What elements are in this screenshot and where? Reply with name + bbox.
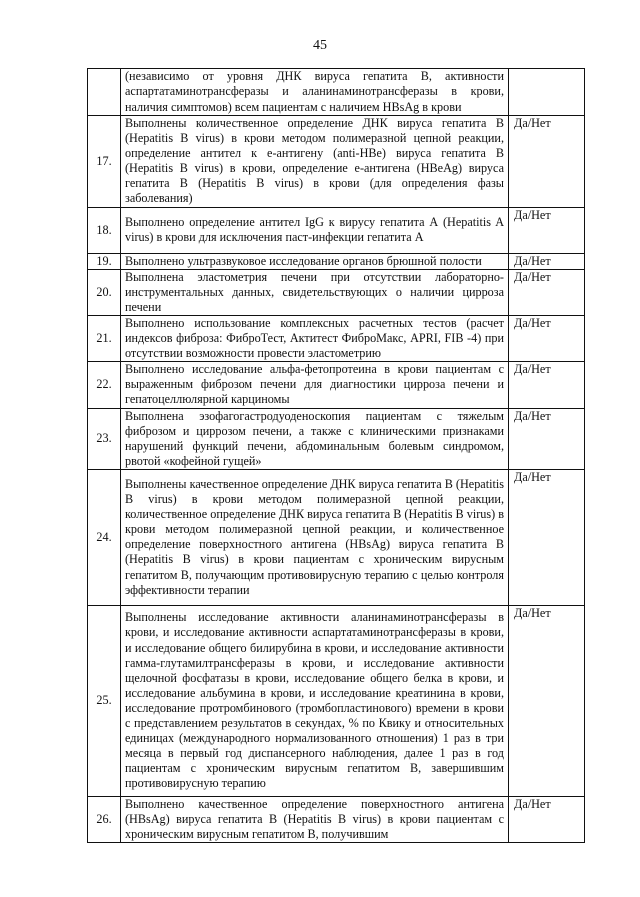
answer-cell: Да/Нет [509,315,585,361]
answer-cell: Да/Нет [509,362,585,408]
row-number: 20. [88,269,121,315]
criterion-text: Выполнена эзофагогастродуоденоскопия пациентам с тяжелым фиброзом и циррозом печени, а также с клиническими признаками нарушений функций печени, абдоминальным болевым синдромом, рвотой «кофейной гущей» [121,408,509,469]
answer-cell: Да/Нет [509,116,585,208]
table-row [88,408,585,469]
table-row [88,69,585,116]
criterion-text: Выполнено ультразвуковое исследование органов брюшной полости [121,253,509,269]
answer-cell: Да/Нет [509,408,585,469]
row-number: 22. [88,362,121,408]
criterion-text: Выполнено определение антител IgG к вирусу гепатита А (Hepatitis A virus) в крови для исключения паст-инфекции гепатита А [121,207,509,253]
answer-cell: Да/Нет [509,469,585,605]
criteria-table [87,68,585,843]
table-row [88,207,585,253]
row-number: 21. [88,315,121,361]
answer-cell: Да/Нет [509,269,585,315]
row-number: 17. [88,116,121,208]
row-number [88,69,121,116]
criterion-text: Выполнено исследование альфа-фетопротеина в крови пациентам с выраженным фиброзом печени для диагностики цирроза печени и гепатоцеллюлярной карциномы [121,362,509,408]
answer-cell: Да/Нет [509,796,585,842]
table-row [88,796,585,842]
criterion-text: Выполнено использование комплексных расчетных тестов (расчет индексов фиброза: ФиброТест, Актитест ФиброМакс, APRI, FIB -4) при отсутствии возможности провести эластометрию [121,315,509,361]
row-number: 23. [88,408,121,469]
table-row [88,269,585,315]
table-row [88,116,585,208]
answer-cell [509,69,585,116]
answer-cell: Да/Нет [509,253,585,269]
criterion-text: Выполнены исследование активности аланинаминотрансферазы в крови, и исследование активности аспартатаминотрансферазы в крови, и исследование общего билирубина в крови, и исследование активности гамма-глутамилтрансферазы в крови, и исследование активности щелочной фосфатазы в крови, исследование общего белка в крови, и исследование альбумина в крови, и исследование креатинина в крови, исследование протромбинового (тромбопластинового) времени в крови с представлением результатов в секундах, % по Квику и относительных единицах (международного нормализованного отношения) 1 раз в три месяца в первый год диспансерного наблюдения, далее 1 раз в год пациентам с хроническим вирусным гепатитом В, завершившим противовирусную терапию [121,605,509,796]
row-number: 24. [88,469,121,605]
answer-cell: Да/Нет [509,605,585,796]
criterion-text: Выполнены количественное определение ДНК вируса гепатита В (Hepatitis B virus) в крови методом полимеразной цепной реакции, определение антител к е-антигену (anti-HBe) вируса гепатита В (Hepatitis B virus) в крови, определение е-антигена (HBeAg) вируса гепатита В (Hepatitis B virus) в крови (для определения фазы заболевания) [121,116,509,208]
table-row [88,315,585,361]
row-number: 18. [88,207,121,253]
table-row [88,605,585,796]
criterion-text: Выполнена эластометрия печени при отсутствии лабораторно-инструментальных данных, свидетельствующих о наличии цирроза печени [121,269,509,315]
criterion-text: Выполнены качественное определение ДНК вируса гепатита В (Hepatitis B virus) в крови методом полимеразной цепной реакции, количественное определение ДНК вируса гепатита В (Hepatitis B virus) в крови методом полимеразной цепной реакции, и количественное определение поверхностного антигена (HBsAg) вируса гепатита В (Hepatitis B virus) в крови пациентам с хроническим вирусным гепатитом В, получающим противовирусную терапию с целью контроля эффективности терапии [121,469,509,605]
table-row [88,253,585,269]
criterion-text: Выполнено качественное определение поверхностного антигена (HBsAg) вируса гепатита В (Hepatitis B virus) в крови пациентам с хроническим вирусным гепатитом В, получившим [121,796,509,842]
table-row [88,362,585,408]
row-number: 19. [88,253,121,269]
row-number: 25. [88,605,121,796]
page-number: 45 [313,38,327,53]
row-number: 26. [88,796,121,842]
table-row [88,469,585,605]
criterion-text: (независимо от уровня ДНК вируса гепатита В, активности аспартатаминотрансферазы и аланинаминотрансферазы в крови, наличия симптомов) всем пациентам с наличием HBsAg в крови [121,69,509,116]
answer-cell: Да/Нет [509,207,585,253]
